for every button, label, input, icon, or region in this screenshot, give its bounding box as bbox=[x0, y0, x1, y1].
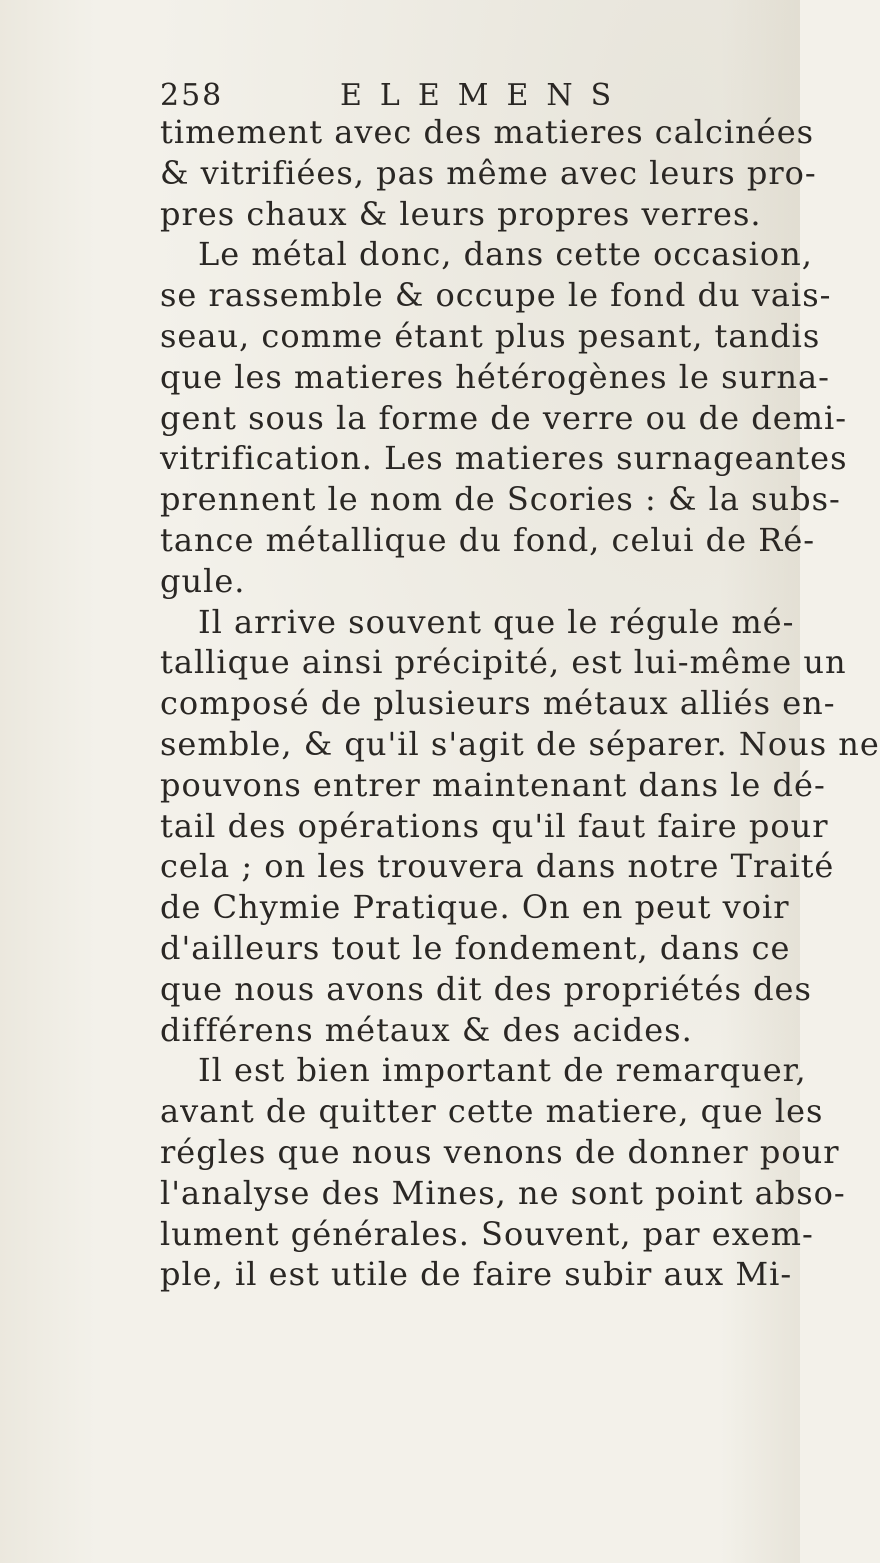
text-line: prennent le nom de Scories : & la subs- bbox=[160, 480, 841, 519]
page-number: 258 bbox=[160, 78, 224, 113]
text-line: que les matieres hétérogènes le surna- bbox=[160, 357, 830, 396]
body-text bbox=[160, 112, 880, 1295]
text-line: cela ; on les trouvera dans notre Traité bbox=[160, 847, 835, 886]
text-line: de Chymie Pratique. On en peut voir bbox=[160, 888, 790, 927]
text-line: tance métallique du fond, celui de Ré- bbox=[160, 520, 816, 559]
text-line: avant de quitter cette matiere, que les bbox=[160, 1092, 824, 1131]
text-line: timement avec des matieres calcinées bbox=[160, 113, 815, 151]
text-line: ple, il est utile de faire subir aux Mi- bbox=[160, 1255, 793, 1294]
text-line: gent sous la forme de verre ou de demi- bbox=[160, 398, 848, 437]
text-line: lument générales. Souvent, par exem- bbox=[160, 1214, 814, 1253]
text-line: régles que nous venons de donner pour bbox=[160, 1132, 840, 1171]
paragraph-start-line: Il arrive souvent que le régule mé- bbox=[198, 602, 795, 641]
text-line: vitrification. Les matieres surnageantes bbox=[160, 439, 848, 478]
text-line: se rassemble & occupe le fond du vais- bbox=[160, 276, 832, 315]
text-line: d'ailleurs tout le fondement, dans ce bbox=[160, 928, 791, 967]
text-line: gule. bbox=[160, 561, 246, 600]
running-title: ELEMENS bbox=[340, 78, 630, 113]
text-line: tallique ainsi précipité, est lui-même un bbox=[160, 643, 847, 682]
text-line: & vitrifiées, pas même avec leurs pro- bbox=[160, 153, 817, 192]
text-line: pouvons entrer maintenant dans le dé- bbox=[160, 765, 826, 804]
text-line: composé de plusieurs métaux alliés en- bbox=[160, 684, 836, 723]
text-line: que nous avons dit des propriétés des bbox=[160, 969, 812, 1008]
text-line: semble, & qu'il s'agit de séparer. Nous ne bbox=[160, 724, 880, 763]
text-line: l'analyse des Mines, ne sont point abso- bbox=[160, 1173, 846, 1212]
text-line: tail des opérations qu'il faut faire pour bbox=[160, 806, 829, 845]
text-line: différens métaux & des acides. bbox=[160, 1010, 693, 1049]
text-line: pres chaux & leurs propres verres. bbox=[160, 194, 762, 233]
text-line: seau, comme étant plus pesant, tandis bbox=[160, 316, 821, 355]
paragraph-start-line: Il est bien important de remarquer, bbox=[198, 1051, 807, 1090]
paragraph-start-line: Le métal donc, dans cette occasion, bbox=[198, 235, 813, 274]
